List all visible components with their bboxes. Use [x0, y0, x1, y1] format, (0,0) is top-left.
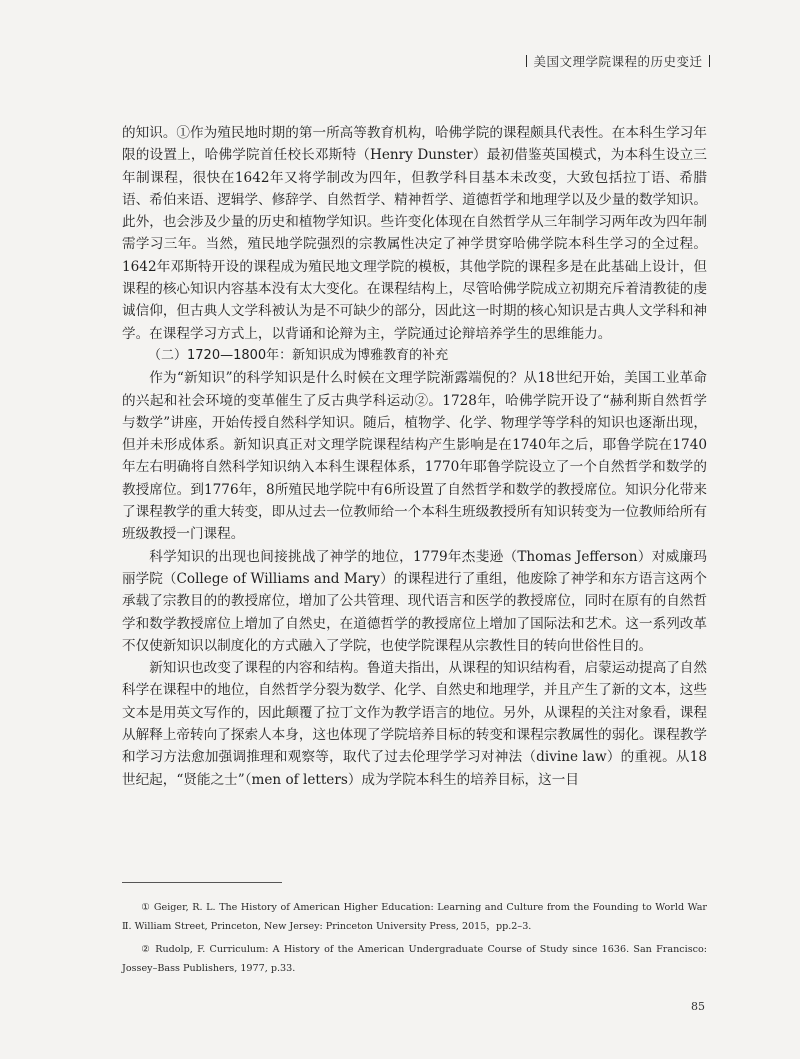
- header-divider-right: [709, 55, 711, 67]
- body-text: [122, 122, 707, 791]
- section-subheading: （二）1720—1800年：新知识成为博雅教育的补充: [148, 347, 449, 363]
- running-header: [520, 52, 716, 70]
- footnotes: [122, 898, 707, 982]
- footnote-separator: [122, 882, 282, 883]
- paragraph-4: 新知识也改变了课程的内容和结构。鲁道夫指出，从课程的知识结构看，启蒙运动提高了自然科学在课程中的地位，自然哲学分裂为数学、化学、自然史和地理学，并且产生了新的文本，这些文本是用英文写作的，因此颠覆了拉丁文作为教学语言的地位。另外，从课程的关注对象看，课程从解释上帝转向了探索人本身，这也体现了学院培养目标的转变和课程宗教属性的弱化。课程教学和学习方法愈加强调推理和观察等，取代了过去伦理学学习对神法（divine law）的重视。从18世纪起，“贤能之士”（men of letters）成为学院本科生的培养目标，这一目: [122, 660, 707, 788]
- page-number: 85: [691, 1000, 705, 1013]
- paragraph-3: 科学知识的出现也间接挑战了神学的地位，1779年杰斐逊（Thomas Jefferson）对威廉玛丽学院（College of Williams and Mary）的课程进行了重组，他废除了神学和东方语言这两个承载了宗教目的的教授席位，增加了公共管理、现代语言和医学的教授席位，同时在原有的自然哲学和数学教授席位上增加了自然史，在道德哲学的教授席位上增加了国际法和艺术。这一系列改革不仅使新知识以制度化的方式融入了学院，也使学院课程从宗教性目的转向世俗性目的。: [122, 548, 707, 654]
- paragraph-2: 作为“新知识”的科学知识是什么时候在文理学院渐露端倪的？从18世纪开始，美国工业革命的兴起和社会环境的变革催生了反古典学科运动②。1728年，哈佛学院开设了“赫利斯自然哲学与数学”讲座，开始传授自然科学知识。随后，植物学、化学、物理学等学科的知识也逐渐出现，但并未形成体系。新知识真正对文理学院课程结构产生影响是在1740年之后，耶鲁学院在1740年左右明确将自然科学知识纳入本科生课程体系，1770年耶鲁学院设立了一个自然哲学和数学的教授席位。到1776年，8所殖民地学院中有6所设置了自然哲学和数学的教授席位。知识分化带来了课程教学的重大转变，即从过去一位教师给一个本科生班级教授所有知识转变为一位教师给所有班级教授一门课程。: [122, 370, 707, 543]
- header-divider-left: [526, 55, 528, 67]
- footnote-2: ② Rudolp, F. Curriculum: A History of the American Undergraduate Course of Study since 1636. San Francisco: Jossey–Bass Publishers, 1977, p.33.: [122, 944, 707, 974]
- running-title: 美国文理学院课程的历史变迁: [533, 54, 703, 69]
- paragraph-1: 的知识。①作为殖民地时期的第一所高等教育机构，哈佛学院的课程颇具代表性。在本科生学习年限的设置上，哈佛学院首任校长邓斯特（Henry Dunster）最初借鉴英国模式，为本科生设立三年制课程，很快在1642年又将学制改为四年，但教学科目基本未改变，大致包括拉丁语、希腊语、希伯来语、逻辑学、修辞学、自然哲学、精神哲学、道德哲学和地理学以及少量的数学知识。此外，也会涉及少量的历史和植物学知识。些许变化体现在自然哲学从三年制学习两年改为四年制需学习三年。当然，殖民地学院强烈的宗教属性决定了神学贯穿哈佛学院本科生学习的全过程。1642年邓斯特开设的课程成为殖民地文理学院的模板，其他学院的课程多是在此基础上设计，但课程的核心知识内容基本没有太大变化。在课程结构上，尽管哈佛学院成立初期充斥着清教徒的虔诚信仰，但古典人文学科被认为是不可缺少的部分，因此这一时期的核心知识是古典人文学科和神学。在课程学习方式上，以背诵和论辩为主，学院通过论辩培养学生的思维能力。: [122, 125, 707, 342]
- footnote-1: ① Geiger, R. L. The History of American Higher Education: Learning and Culture from the Founding to World War Ⅱ. William Street, Princeton, New Jersey: Princeton University Press, 2015，pp.2–3.: [122, 902, 707, 932]
